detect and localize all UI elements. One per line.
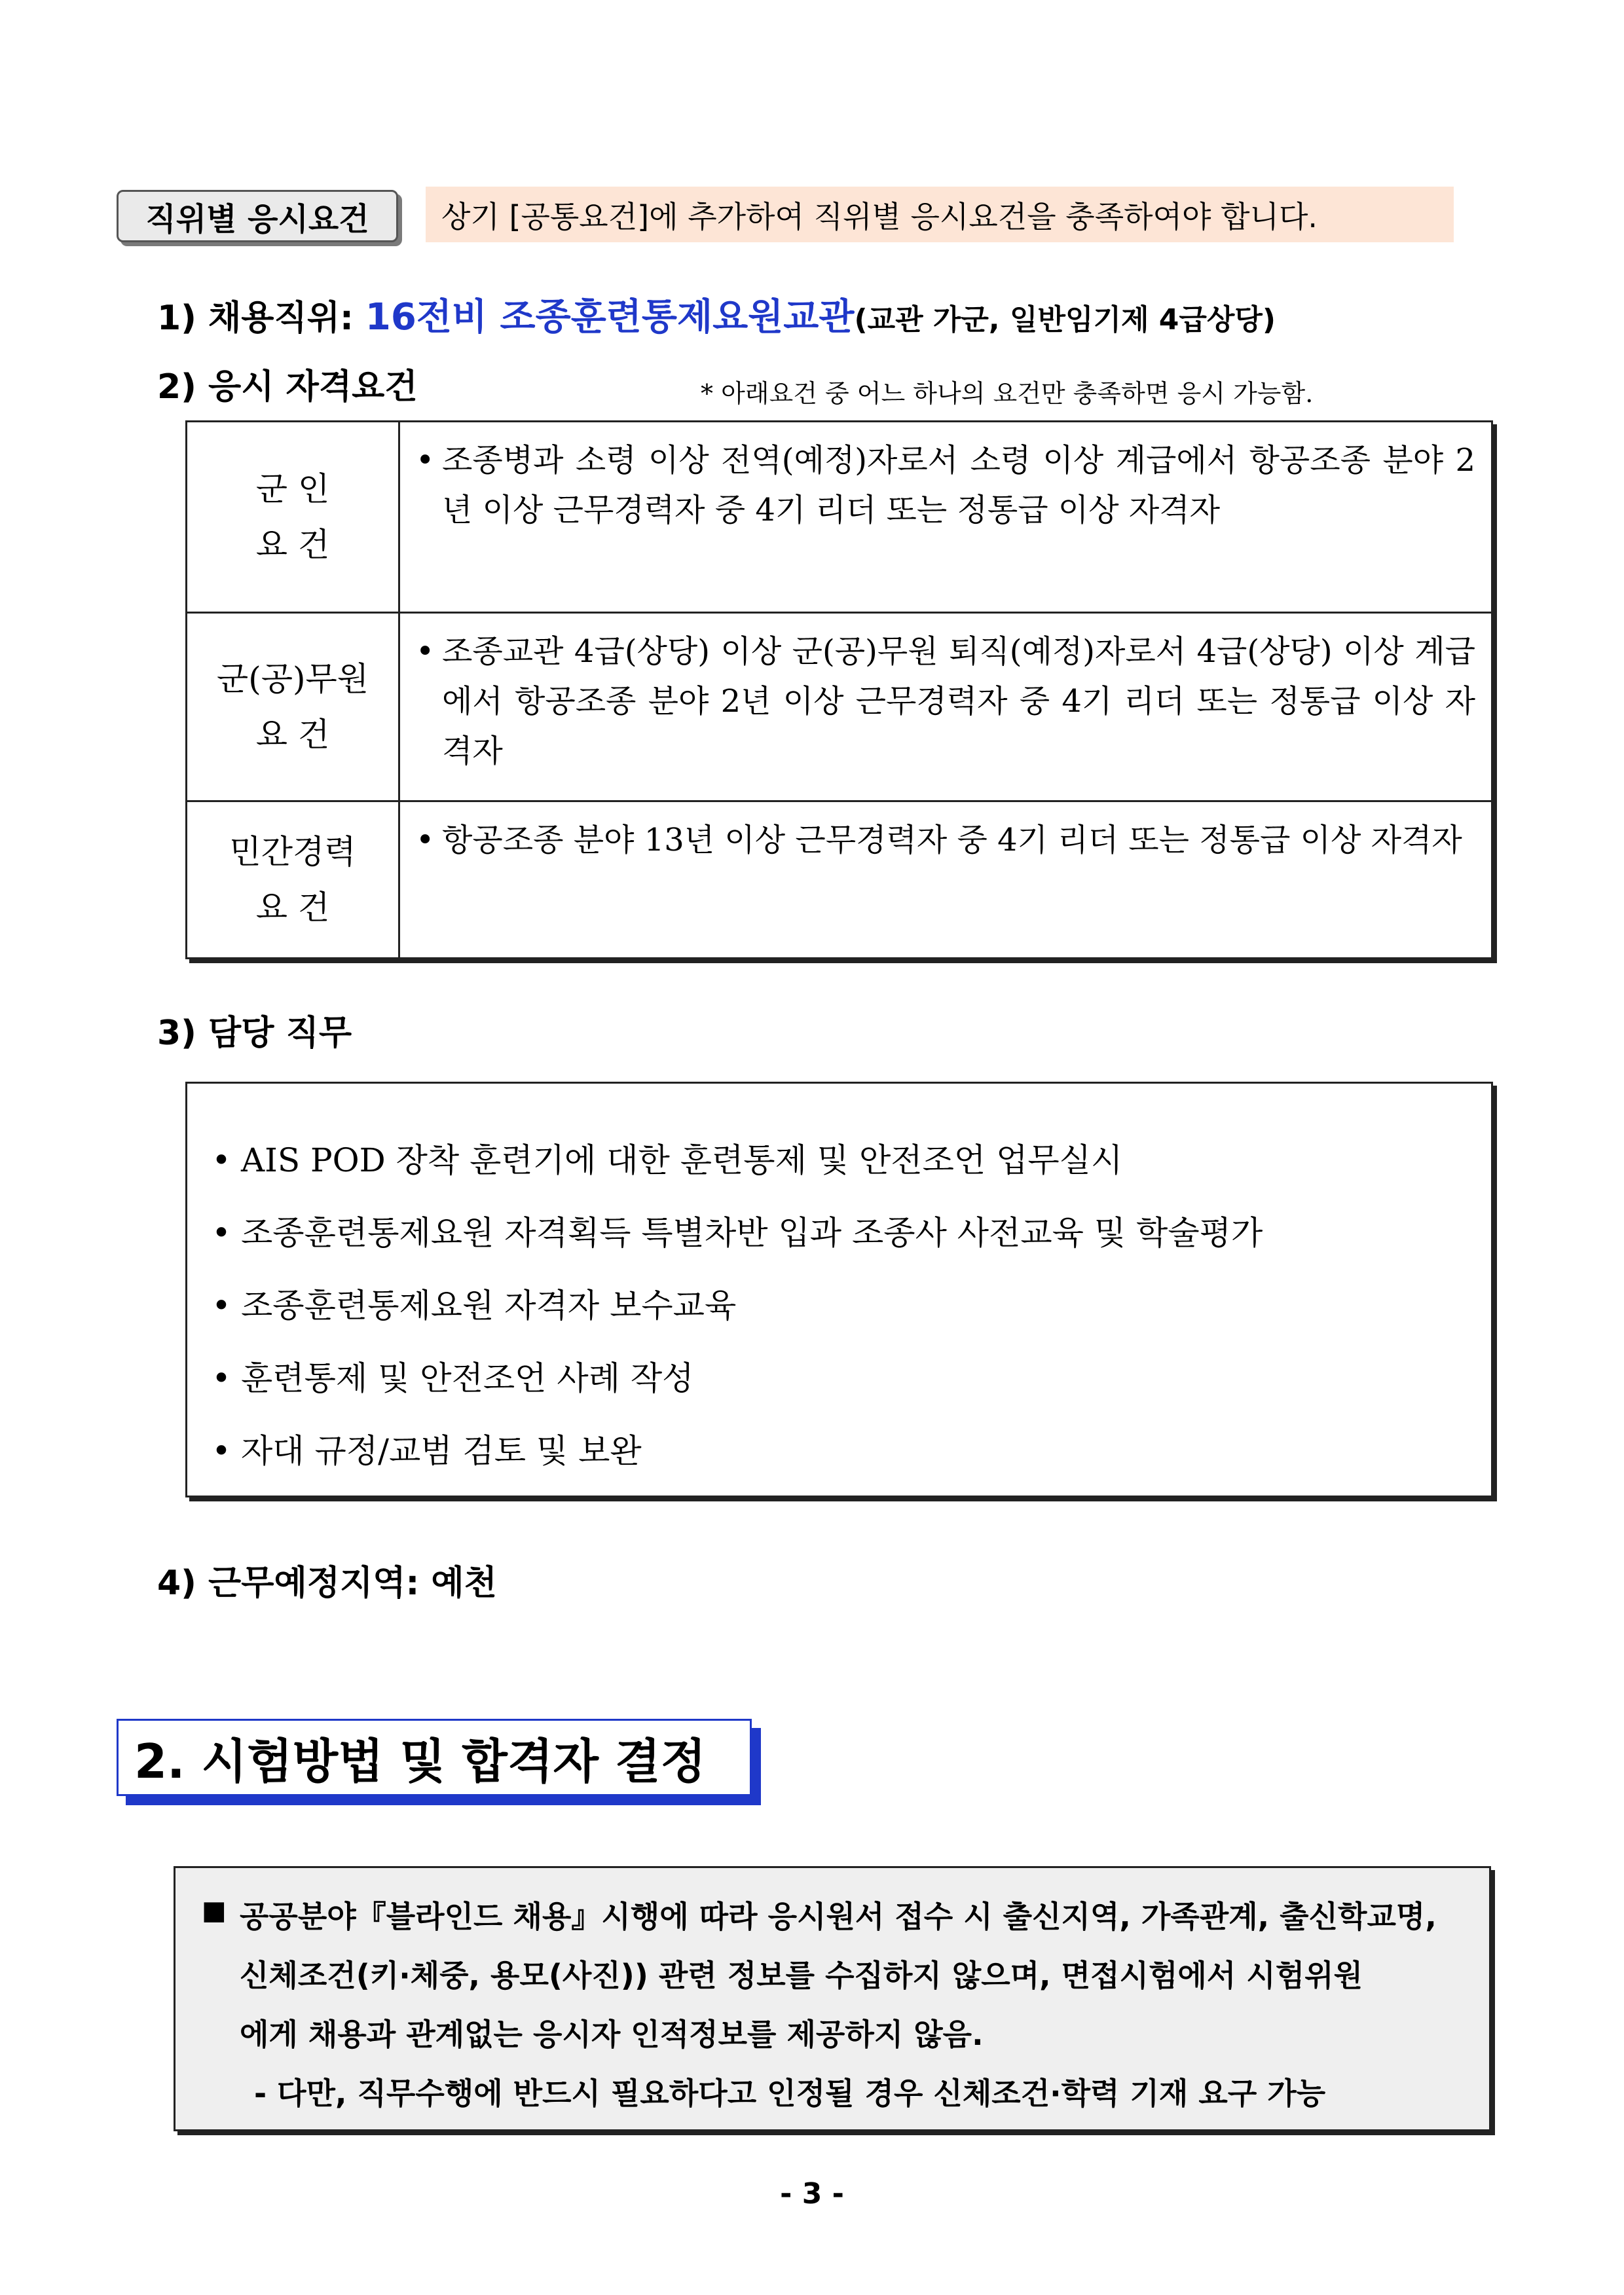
description-cell — [399, 801, 1492, 959]
notice-line: 에게 채용과 관계없는 응시자 인적정보를 제공하지 않음. — [240, 2017, 984, 2052]
list-item — [202, 1415, 1263, 1488]
category-label: 군(공)무원 — [216, 659, 369, 698]
bullet-icon: • — [212, 1214, 231, 1252]
duty-text: 훈련통제 및 안전조언 사례 작성 — [241, 1359, 694, 1397]
work-location: 4) 근무예정지역: 예천 — [157, 1564, 497, 1603]
notice-line: 공공분야『블라인드 채용』시행에 따라 응시원서 접수 시 출신지역, 가족관계, 출신학교명, — [240, 1899, 1437, 1934]
bullet-icon: • — [212, 1432, 231, 1470]
duties-heading: 3) 담당 직무 — [157, 1014, 352, 1053]
notice-line: - 다만, 직무수행에 반드시 필요하다고 인정될 경우 신체조건·학력 기재 요구 가능 — [254, 2076, 1326, 2111]
list-item — [202, 1270, 1263, 1342]
requirements-heading: 2) 응시 자격요건 — [157, 367, 418, 407]
category-label: 요 건 — [255, 715, 330, 754]
note-text: 상기 [공통요건]에 추가하여 직위별 응시요건을 충족하여야 합니다. — [441, 198, 1318, 234]
requirement-text: 항공조종 분야 13년 이상 근무경력자 중 4기 리더 또는 정통급 이상 자격자 — [442, 822, 1462, 858]
category-label: 민간경력 — [229, 832, 356, 871]
table-row — [187, 422, 1492, 613]
duty-text: 조종훈련통제요원 자격획득 특별차반 입과 조종사 사전교육 및 학술평가 — [241, 1214, 1263, 1252]
list-item — [202, 1197, 1263, 1270]
position-label: 1) 채용직위: — [157, 299, 365, 338]
duties-box — [185, 1082, 1493, 1497]
notice-line: 신체조건(키·체중, 용모(사진)) 관련 정보를 수집하지 않으며, 면접시험에서 시험위원 — [240, 1958, 1363, 1993]
duties-list — [202, 1124, 1263, 1488]
category-cell — [187, 613, 399, 801]
bullet-icon: • — [416, 822, 435, 858]
bullet-icon: • — [212, 1287, 231, 1325]
duty-text: AIS POD 장착 훈련기에 대한 훈련통제 및 안전조언 업무실시 — [241, 1141, 1123, 1179]
section-heading — [117, 1719, 752, 1796]
requirement-text: 조종교관 4급(상당) 이상 군(공)무원 퇴직(예정)자로서 4급(상당) 이상 계급에서 항공조종 분야 2년 이상 근무경력자 중 4기 리더 또는 정통급 이상 자격자 — [442, 633, 1475, 769]
square-bullet-icon: ■ — [202, 1896, 227, 1926]
position-detail: (교관 가군, 일반임기제 4급상당) — [854, 303, 1276, 337]
bullet-icon: • — [212, 1359, 231, 1397]
requirements-badge: 직위별 응시요건 — [117, 190, 398, 242]
table-row — [187, 613, 1492, 801]
category-label: 요 건 — [255, 525, 330, 564]
duty-text: 조종훈련통제요원 자격자 보수교육 — [241, 1287, 737, 1325]
description-cell — [399, 613, 1492, 801]
page-number: - 3 - — [780, 2177, 844, 2211]
list-item — [202, 1124, 1263, 1197]
requirements-note — [426, 187, 1454, 242]
category-cell — [187, 422, 399, 613]
category-label: 요 건 — [255, 888, 330, 927]
bullet-icon: • — [212, 1141, 231, 1179]
category-cell — [187, 801, 399, 959]
requirement-text: 조종병과 소령 이상 전역(예정)자로서 소령 이상 계급에서 항공조종 분야 2년 이상 근무경력자 중 4기 리더 또는 정통급 이상 자격자 — [442, 442, 1475, 528]
table-row — [187, 801, 1492, 959]
position-line — [157, 288, 1276, 340]
position-title: 16전비 조종훈련통제요원교관 — [365, 296, 855, 339]
bullet-icon: • — [416, 633, 435, 670]
requirements-table — [185, 420, 1493, 959]
bullet-icon: • — [416, 442, 435, 479]
requirements-note-small: * 아래요건 중 어느 하나의 요건만 충족하면 응시 가능함. — [701, 379, 1314, 408]
description-cell — [399, 422, 1492, 613]
duty-text: 자대 규정/교범 검토 및 보완 — [241, 1432, 642, 1470]
section-title: 2. 시험방법 및 합격자 결정 — [134, 1734, 707, 1789]
category-label: 군 인 — [255, 469, 330, 508]
notice-box — [174, 1866, 1491, 2131]
list-item — [202, 1342, 1263, 1415]
